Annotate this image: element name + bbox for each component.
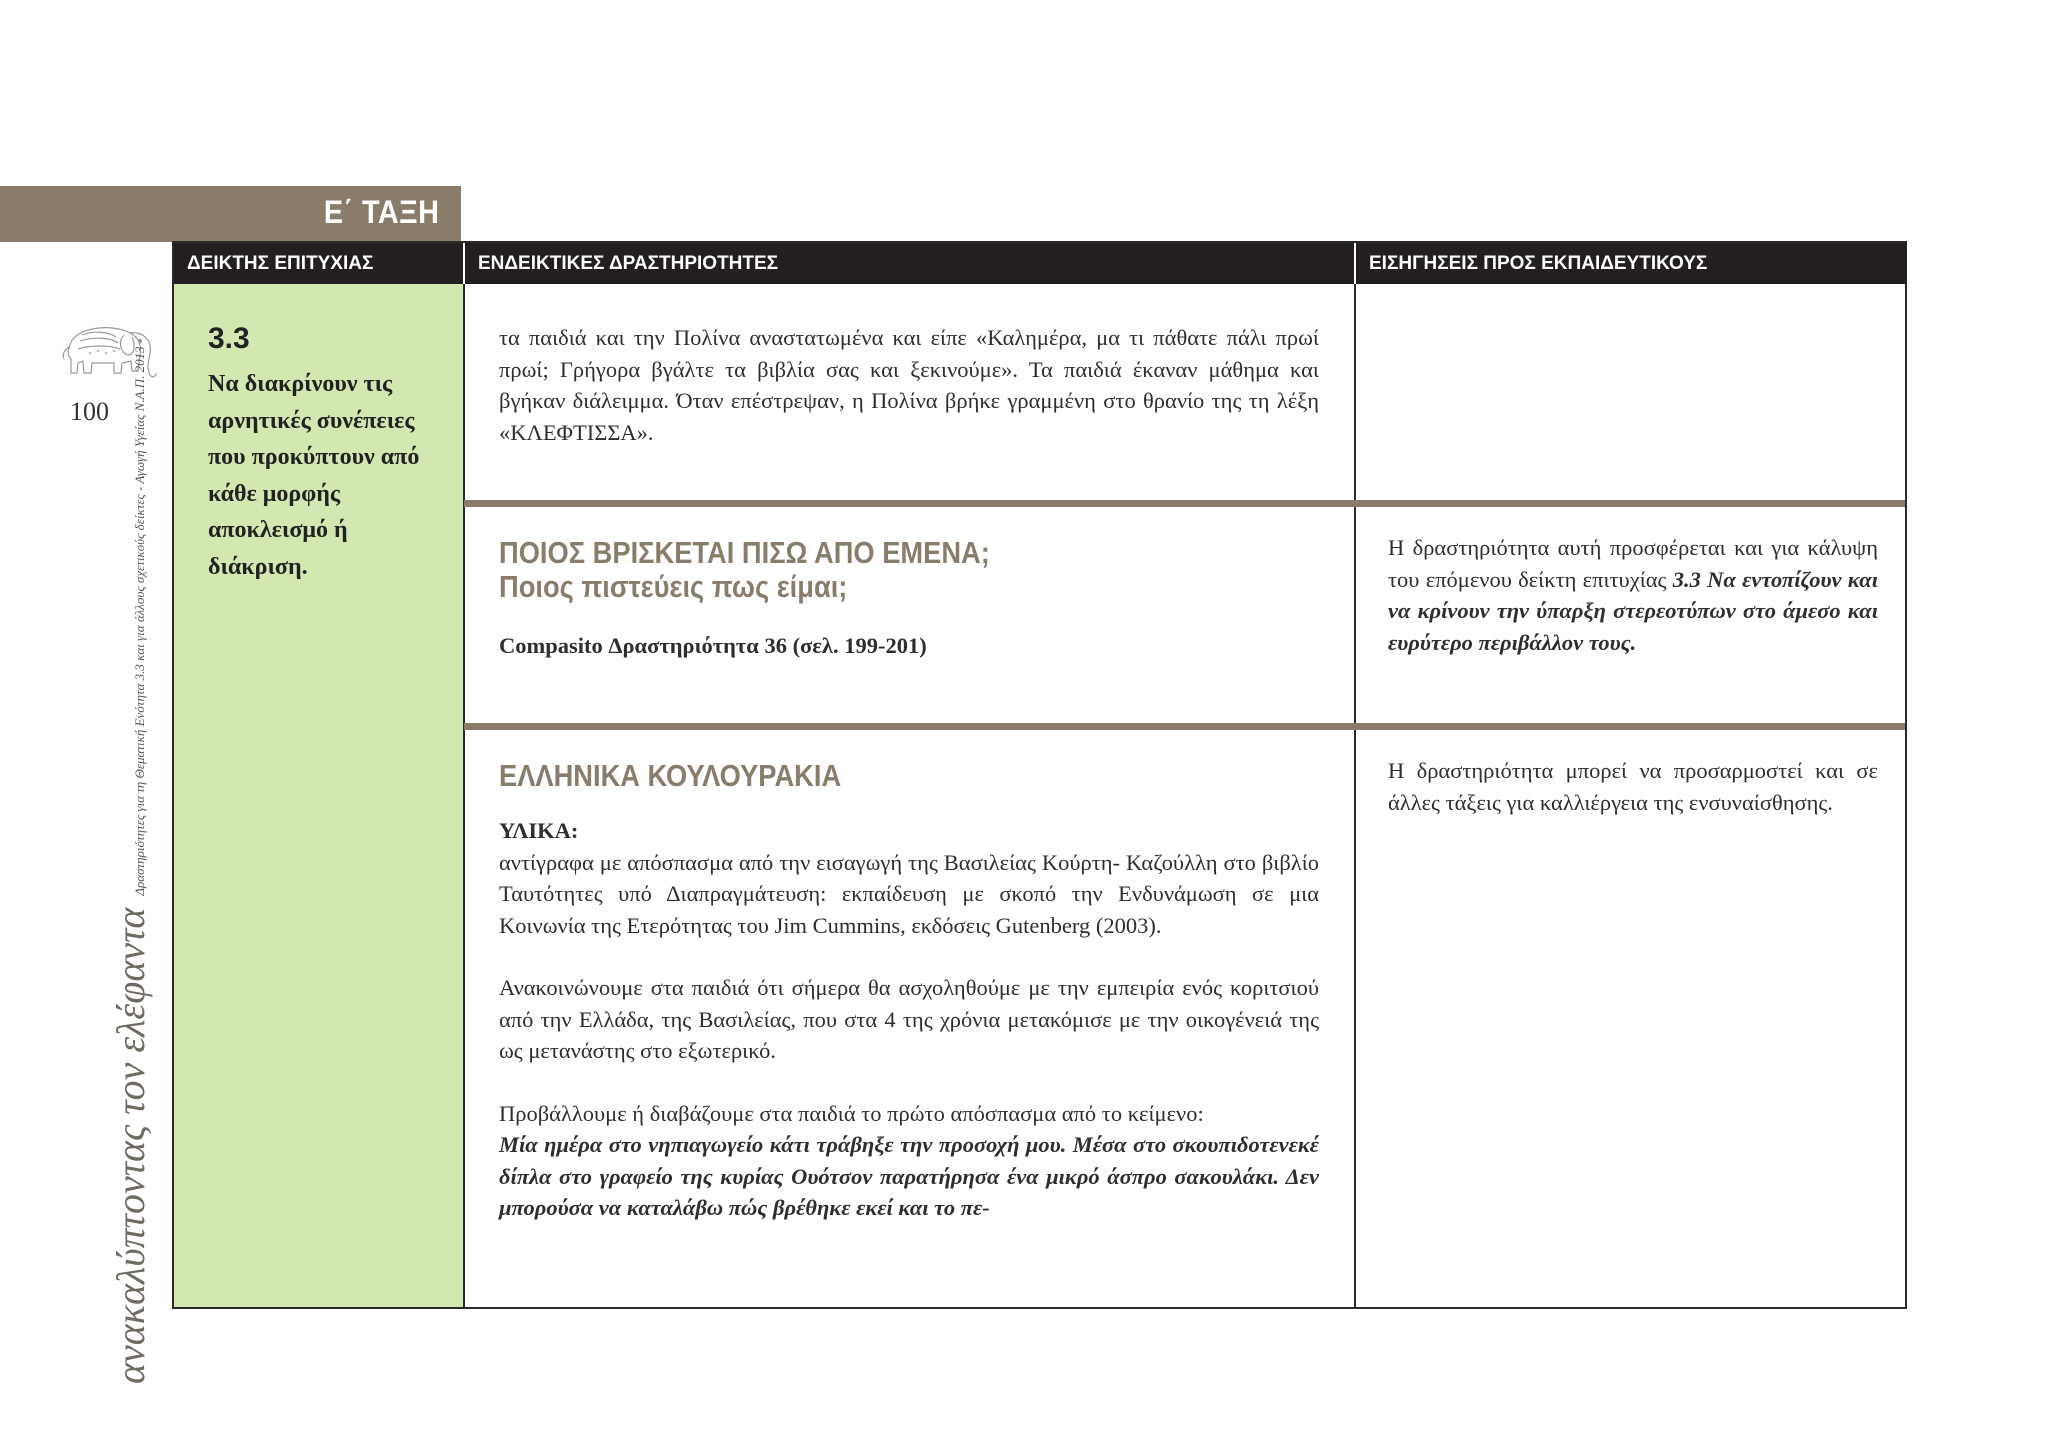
column-divider — [463, 284, 465, 1307]
row2-suggestion — [1388, 532, 1878, 658]
activity-reference: Compasito Δραστηριότητα 36 (σελ. 199-201) — [499, 633, 927, 658]
row3-activity — [499, 759, 1319, 1224]
materials-text: αντίγραφα με απόσπασμα από την εισαγωγή της Βασιλείας Κούρτη- Καζούλλη στο βιβλίο Ταυτότητες υπό Διαπραγμάτευση: εκπαίδευση με σκοπό την Ενδυνάμωση σε μια Κοινωνία της Ετερότητας του Jim Cummins, εκδόσεις Gutenberg (2003). — [499, 849, 1319, 938]
side-running-title — [107, 346, 154, 1384]
page-number: 100 — [70, 397, 109, 426]
indicator-text: Να διακρίνουν τις αρνητικές συνέπειες που προκύπτουν από κάθε μορφής αποκλεισμό ή διάκριση. — [208, 371, 420, 580]
activity-title: ΕΛΛΗΝΙΚΑ ΚΟΥΛΟΥΡΑΚΙΑ — [499, 758, 842, 793]
activity-paragraph: Προβάλλουμε ή διαβάζουμε στα παιδιά το πρώτο απόσπασμα από το κείμενο: — [499, 1100, 1204, 1126]
activities-table — [172, 241, 1907, 1309]
grade-band — [0, 186, 461, 242]
column-divider — [1354, 284, 1356, 1307]
header-indicator: ΔΕΙΚΤΗΣ ΕΠΙΤΥΧΙΑΣ — [174, 243, 463, 284]
row-separator — [464, 723, 1905, 730]
side-note: Δραστηριότητες για τη Θεματική Ενότητα 3.3 και για άλλους σχετικούς δείκτες - Αγωγή Υγείας Ν.Α.Π. 2013 — [132, 346, 147, 896]
suggestion-emphasis: 3.3 Να εντοπίζουν και να κρίνουν την ύπαρξη στερεοτύπων στο άμεσο και ευρύτερο περιβάλλον τους. — [1388, 566, 1878, 655]
indicator-column — [174, 284, 463, 1307]
indicator-number: 3.3 — [208, 322, 250, 355]
activity-title: ΠΟΙΟΣ ΒΡΙΣΚΕΤΑΙ ΠΙΣΩ ΑΠΟ ΕΜΕΝΑ; — [499, 535, 990, 570]
activity-paragraph: Ανακοινώνουμε στα παιδιά ότι σήμερα θα ασχοληθούμε με την εμπειρία ενός κοριτσιού από την Ελλάδα, της Βασιλείας, που στα 4 της χρόνια μετακόμισε με την οικογένειά της ως μετανάστης στο εξωτερικό. — [499, 975, 1319, 1063]
header-suggestions: ΕΙΣΗΓΗΣΕΙΣ ΠΡΟΣ ΕΚΠΑΙΔΕΥΤΙΚΟΥΣ — [1354, 243, 1907, 284]
row3-suggestion — [1388, 755, 1878, 818]
grade-label: Ε΄ ΤΑΞΗ — [323, 194, 439, 230]
row1-activity-text: τα παιδιά και την Πολίνα αναστατωμένα και είπε «Καλημέρα, μα τι πάθατε πάλι πρωί πρωί; Γρήγορα βγάλτε τα βιβλία σας και ξεκινούμε». Τα παιδιά έκαναν μάθημα και βγήκαν διάλειμμα. Όταν επέστρεψαν, η Πολίνα βρήκε γραμμένη στο θρανίο της τη λέξη «ΚΛΕΦΤΙΣΣΑ». — [499, 325, 1319, 445]
suggestion-text: Η δραστηριότητα αυτή προσφέρεται και για κάλυψη του επόμενου δείκτη επιτυχίας — [1388, 535, 1878, 592]
activity-quote: Μία ημέρα στο νηπιαγωγείο κάτι τράβηξε την προσοχή μου. Μέσα στο σκουπιδοτενεκέ δίπλα στο γραφείο της κυρίας Ουότσον παρατήρησα ένα μικρό άσπρο σακουλάκι. Δεν μπορούσα να καταλάβω πώς βρέθηκε εκεί και το πε- — [499, 1132, 1319, 1220]
row2-activity — [499, 536, 1319, 662]
row-separator — [464, 500, 1905, 507]
activity-subtitle: Ποιος πιστεύεις πως είμαι; — [499, 569, 848, 604]
row1-activity — [499, 322, 1319, 448]
brand-logotype: ανακαλύπτοντας τον ελέφαντα — [108, 907, 153, 1384]
suggestion-text: Η δραστηριότητα μπορεί να προσαρμοστεί και σε άλλες τάξεις για καλλιέργεια της ενσυναίσθησης. — [1388, 758, 1878, 815]
materials-label: ΥΛΙΚΑ: — [499, 818, 579, 843]
header-activities: ΕΝΔΕΙΚΤΙΚΕΣ ΔΡΑΣΤΗΡΙΟΤΗΤΕΣ — [463, 243, 1354, 284]
